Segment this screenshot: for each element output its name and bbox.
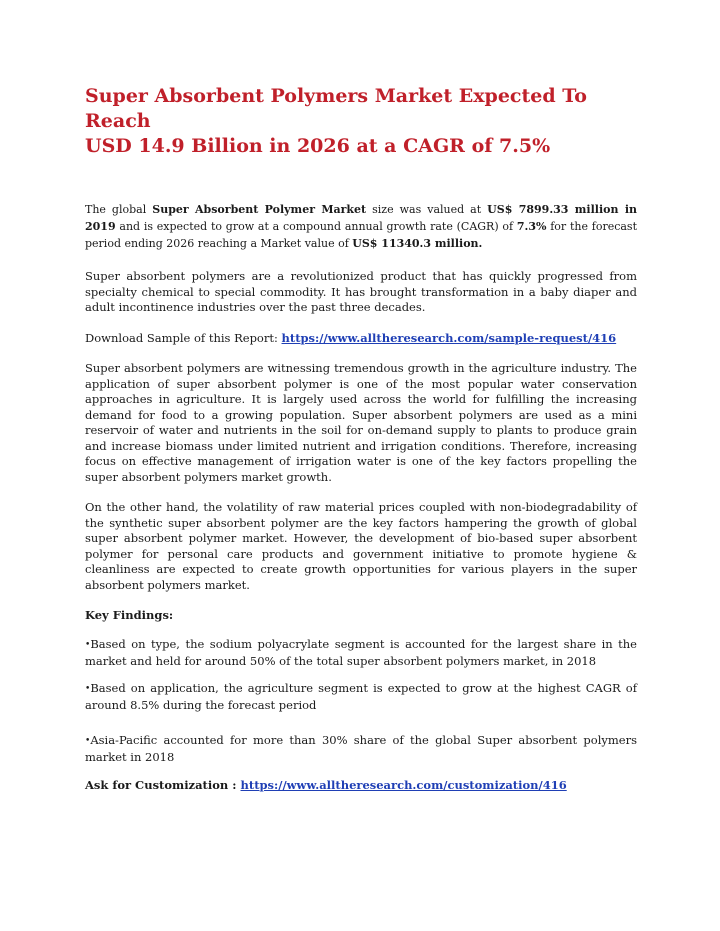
- finding-text: Based on application, the agriculture segment is expected to grow at the highest CAGR of around 8.5% during the forecast period: [85, 681, 637, 712]
- paragraph-challenges: On the other hand, the volatility of raw material prices coupled with non-biodegradability of the synthetic super absorbent polymer are the key factors hampering the growth of global super absorbent polymer market. However, the development of bio-based super absorbent polymer for personal care products and government initiative to promote hygiene & cleanliness are expected to create growth opportunities for various players in the super absorbent polymers market.: [85, 500, 637, 592]
- download-label: Download Sample of this Report:: [85, 330, 282, 345]
- key-findings-heading: Key Findings:: [85, 608, 174, 622]
- finding-item: [85, 681, 637, 713]
- intro-text-2: size was valued at: [366, 203, 488, 216]
- paragraph-overview: Super absorbent polymers are a revolutionized product that has quickly progressed from specialty chemical to special commodity. It has brought transformation in a baby diaper and adult incontinence industries over the past three decades.: [85, 269, 637, 314]
- finding-item: [85, 733, 637, 765]
- title-line-2: USD 14.9 Billion in 2026 at a CAGR of 7.5%: [85, 135, 551, 157]
- sample-request-link[interactable]: https://www.alltheresearch.com/sample-request/416: [281, 330, 617, 345]
- customization-label: Ask for Customization :: [85, 778, 241, 792]
- intro-text-3: and is expected to grow at a compound annual growth rate (CAGR) of: [115, 220, 517, 233]
- finding-text: Based on type, the sodium polyacrylate segment is accounted for the largest share in the market and held for around 50% of the total super absorbent polymers market, in 2018: [85, 637, 637, 668]
- bullet-icon: •: [85, 684, 91, 694]
- intro-bold-market: Super Absorbent Polymer Market: [152, 203, 367, 216]
- customization-link[interactable]: https://www.alltheresearch.com/customization/416: [240, 778, 567, 792]
- finding-item: [85, 637, 637, 669]
- intro-bold-target: US$ 11340.3 million.: [352, 237, 483, 250]
- bullet-icon: •: [85, 640, 91, 650]
- document-title: [85, 84, 637, 159]
- intro-bold-cagr: 7.3%: [516, 220, 547, 233]
- bullet-icon: •: [85, 736, 91, 746]
- title-line-1: Super Absorbent Polymers Market Expected To Reach: [85, 85, 587, 132]
- paragraph-agriculture: Super absorbent polymers are witnessing tremendous growth in the agriculture industry. The application of super absorbent polymer is one of the most popular water conservation approaches in agriculture. It is largely used across the world for fulfilling the increasing demand for food to a growing population. Super absorbent polymers are used as a mini reservoir of water and nutrients in the soil for on-demand supply to plants to produce grain and increase biomass under limited nutrient and irrigation conditions. Therefore, increasing focus on effective management of irrigation water is one of the key factors propelling the super absorbent polymers market growth.: [85, 361, 637, 484]
- intro-paragraph: [85, 201, 637, 252]
- intro-text-1: The global: [85, 203, 153, 216]
- customization-line: [85, 777, 637, 793]
- intro-text-4: for the forecast period ending 2026 reaching a Market value of: [85, 220, 637, 250]
- document-page: [85, 84, 637, 793]
- intro-bold-value: US$ 7899.33 million in 2019: [85, 203, 637, 233]
- download-sample-line: [85, 331, 637, 347]
- finding-text: Asia-Pacific accounted for more than 30% share of the global Super absorbent polymers market in 2018: [85, 733, 637, 764]
